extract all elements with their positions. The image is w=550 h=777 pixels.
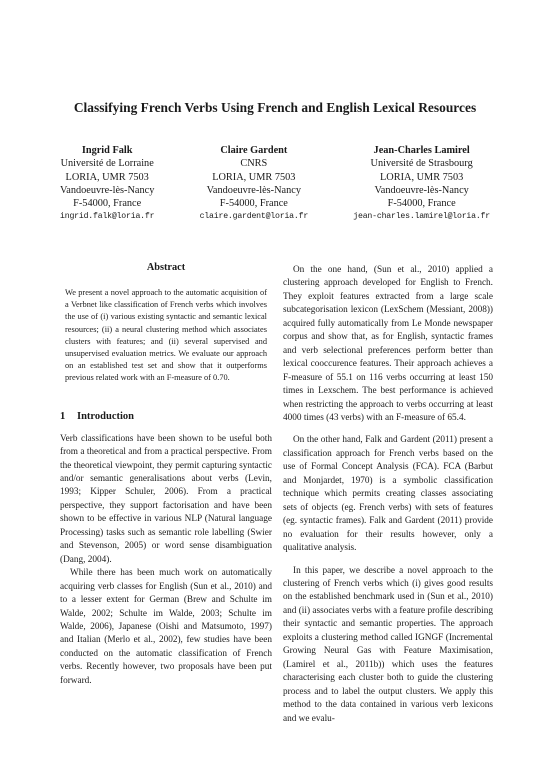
- author-city: Vandoeuvre-lès-Nancy: [60, 184, 155, 196]
- paragraph-gap: [283, 556, 493, 565]
- author-email: claire.gardent@loria.fr: [199, 212, 309, 222]
- intro-paragraph-1: Verb classifications have been shown to be useful both from a theoretical and from a practical perspective. From the theoretical viewpoint, they permit capturing syntactic and/or semantic generalisations about verbs (Levin, 1993; Kipper Schuler, 2006). From a practical perspective, they support factorisation and have been shown to be effective in various NLP (Natural language Processing) tasks such as semantic role labelling (Swier and Stevenson, 2005) or word sense disambiguation (Dang, 2004).: [60, 433, 272, 565]
- author-lab: LORIA, UMR 7503: [65, 171, 149, 183]
- author-name: Jean-Charles Lamirel: [373, 145, 470, 156]
- author-lab: LORIA, UMR 7503: [212, 171, 296, 183]
- author-email: ingrid.falk@loria.fr: [60, 212, 155, 222]
- author-city: Vandoeuvre-lès-Nancy: [374, 184, 469, 196]
- author-1: [60, 144, 154, 224]
- author-lab: LORIA, UMR 7503: [380, 171, 464, 183]
- author-city: Vandoeuvre-lès-Nancy: [206, 184, 301, 196]
- section-title: Introduction: [77, 410, 134, 422]
- right-paragraph-2: On the other hand, Falk and Gardent (2011) present a classification approach for French verbs based on the use of Formal Concept Analysis (FCA). FCA (Barbut and Monjardet, 1970) is a symbolic classification technique which permits creating classes associating sets of objects (eg. French verbs) with sets of features (eg. syntactic frames). Falk and Gardent (2011) provide no evaluation for their results however, only a qualitative analysis.: [283, 435, 493, 554]
- author-postal: F-54000, France: [219, 198, 288, 210]
- author-affiliation: Université de Lorraine: [60, 158, 154, 170]
- intro-paragraph-2: While there has been much work on automatically acquiring verb classes for English (Sun et al., 2010) and to a lesser extent for German (Brew and Schulte im Walde, 2002; Schulte im Walde, 2003; Schulte im Walde, 2006), Japanese (Oishi and Matsumoto, 1997) and Italian (Merlo et al., 2002), few studies have been conducted on the automatic classification of French verbs. Recently however, two proposals have been put forward.: [60, 568, 272, 686]
- section-heading: [60, 411, 272, 422]
- abstract-text: We present a novel approach to the automatic acquisition of a Verbnet like classification of French verbs which involves the use of (i) various existing syntactic and semantic lexical resources; (ii) a neural clustering method which associates clusters with features; and (ii) several supervised and unsupervised evaluation metrics. We evaluate our approach on an established test set and show that it outperforms previous related work with an F-measure of 0.70.: [65, 288, 267, 383]
- author-affiliation: CNRS: [240, 158, 268, 170]
- author-block: [60, 144, 490, 224]
- author-affiliation: Université de Strasbourg: [370, 158, 473, 170]
- author-postal: F-54000, France: [73, 198, 142, 210]
- right-column: [283, 264, 493, 726]
- paper-title: Classifying French Verbs Using French and English Lexical Resources: [73, 100, 477, 115]
- right-paragraph-3: In this paper, we describe a novel approach to the clustering of French verbs which (i) gives good results on the established benchmark used in (Sun et al., 2010) and (ii) associates verbs with a feature profile describing their syntactic and semantic properties. The approach exploits a clustering method called IGNGF (Incremental Growing Neural Gas with Feature Maximisation, (Lamirel et al., 2011b)) which uses the features characterising each cluster both to guide the clustering process and to label the output clusters. We apply this method to the data contained in various verb lexicons and we evalu-: [283, 565, 493, 724]
- author-name: Claire Gardent: [220, 145, 288, 156]
- author-email: jean-charles.lamirel@loria.fr: [353, 212, 490, 222]
- section-number: 1: [60, 410, 66, 422]
- author-postal: F-54000, France: [387, 198, 456, 210]
- left-column: [60, 262, 272, 688]
- paragraph-gap: [283, 425, 493, 434]
- author-name: Ingrid Falk: [81, 145, 133, 156]
- author-2: [200, 144, 308, 224]
- author-3: [353, 144, 490, 224]
- abstract-heading: Abstract: [146, 262, 186, 273]
- right-paragraph-1: On the one hand, (Sun et al., 2010) applied a clustering approach developed for English to French. They exploit features extracted from a large scale subcategorisation lexicon (LexSchem (Messiant, 2008)) acquired fully automatically from Le Monde newspaper corpus and show that, as for English, syntactic frames and verb selectional preferences perform better than lexical cooccurence features. Their approach achieves a F-measure of 55.1 on 116 verbs occurring at least 150 times in Lexschem. The best performance is achieved when restricting the approach to verbs occurring at least 4000 times (43 verbs) with an F-measure of 65.4.: [283, 265, 493, 423]
